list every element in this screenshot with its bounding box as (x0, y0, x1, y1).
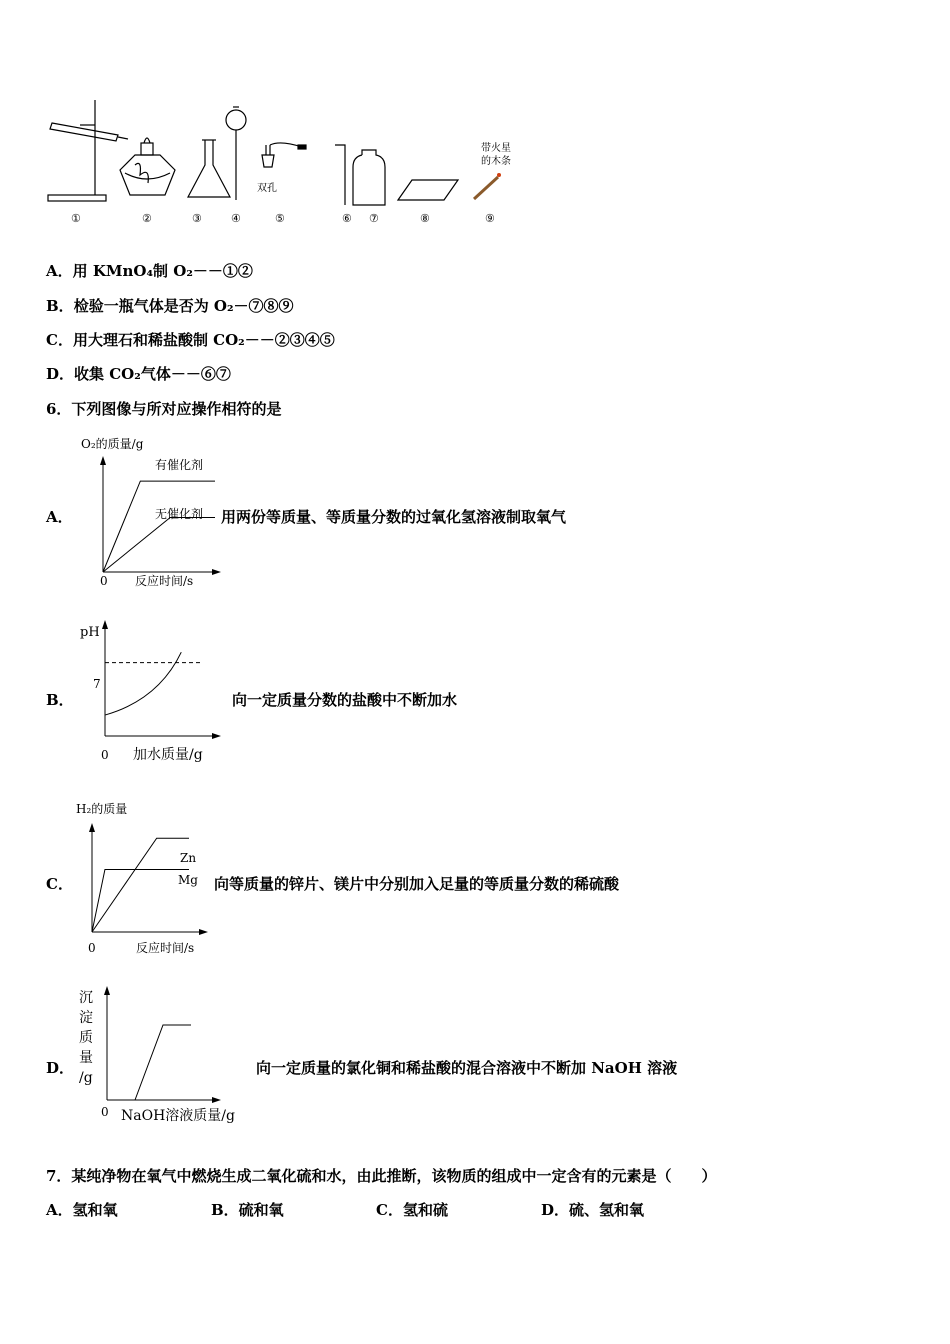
chart-a (75, 432, 225, 592)
q7-option-c: C．氢和硫 (376, 1201, 448, 1219)
gas-bottle-icon (353, 150, 385, 205)
chart-c-label-zn: Zn (180, 851, 197, 865)
iron-stand-icon (48, 100, 128, 201)
q7-option-d: D．硫、氢和氧 (541, 1201, 645, 1219)
q5-option-a (46, 260, 253, 281)
chart-d-ylabel-3: 质 (79, 1030, 93, 1046)
glass-plate-icon (398, 180, 458, 200)
q6-option-d-key: D． (46, 1059, 75, 1077)
splint-label-1: 带火星 (481, 143, 511, 154)
y-axis-arrow (89, 823, 95, 832)
chart-d-xlabel: NaOH溶液质量/g (121, 1108, 235, 1124)
option-text: 用大理石和稀盐酸制 CO₂－－②③④⑤ (72, 331, 335, 349)
series-line-pH (105, 652, 181, 715)
q6-option-c-text: 向等质量的锌片、镁片中分别加入足量的等质量分数的稀硫酸 (214, 875, 620, 893)
y-axis-arrow (102, 620, 108, 629)
q6-option-b-key: B． (46, 691, 74, 709)
chart-d-origin: 0 (101, 1105, 109, 1119)
chart-b-ref-label: 7 (93, 677, 101, 691)
chart-a-origin: 0 (100, 574, 108, 588)
chart-b-origin: 0 (101, 748, 109, 762)
chart-d-ylabel-2: 淀 (79, 1010, 93, 1026)
chart-d-ylabel-5: /g (79, 1070, 93, 1086)
q7-option-a: A．氢和氧 (46, 1201, 118, 1219)
q6-option-c-key: C． (46, 875, 73, 893)
splint-label-2: 的木条 (481, 156, 511, 167)
q6-stem: 6．下列图像与所对应操作相符的是 (46, 400, 282, 418)
option-key: A． (46, 262, 73, 280)
apparatus-label-6: ⑥ (342, 212, 352, 225)
chart-c (72, 797, 217, 962)
apparatus-label-3: ③ (192, 212, 202, 225)
q5-option-c (46, 329, 335, 350)
chart-c-ylabel: H₂的质量 (76, 802, 128, 816)
option-key: C． (46, 331, 73, 349)
chart-b-ylabel: pH (80, 625, 100, 640)
glowing-splint-icon (474, 173, 501, 199)
chart-c-xlabel: 反应时间/s (136, 941, 195, 955)
option-key: D． (46, 365, 75, 383)
series-line-无催化剂 (103, 517, 215, 572)
chart-b (75, 616, 225, 766)
apparatus-figure (40, 95, 540, 235)
apparatus-label-9: ⑨ (485, 212, 495, 225)
alcohol-lamp-icon (120, 138, 175, 195)
q5-option-b (46, 295, 294, 316)
x-axis-arrow (212, 1097, 221, 1103)
apparatus-label-8: ⑧ (420, 212, 430, 225)
x-axis-arrow (212, 733, 221, 739)
apparatus-label-7: ⑦ (369, 212, 379, 225)
q6-option-d-text: 向一定质量的氯化铜和稀盐酸的混合溶液中不断加 NaOH 溶液 (256, 1059, 678, 1077)
option-text: 检验一瓶气体是否为 O₂－⑦⑧⑨ (73, 297, 294, 315)
chart-c-origin: 0 (88, 941, 96, 955)
option-key: B． (46, 297, 74, 315)
series-line-Zn (92, 838, 189, 932)
q6-option-a-text: 用两份等质量、等质量分数的过氧化氢溶液制取氧气 (221, 508, 567, 526)
separatory-funnel-icon (226, 107, 246, 200)
x-axis-arrow (212, 569, 221, 575)
x-axis-arrow (199, 929, 208, 935)
chart-d-ylabel-4: 量 (79, 1050, 93, 1066)
chart-d (75, 980, 255, 1130)
apparatus-label-1: ① (71, 212, 81, 225)
series-line-Mg (92, 870, 189, 933)
chart-c-label-mg: Mg (178, 873, 198, 887)
q7-stem: 7．某纯净物在氧气中燃烧生成二氧化硫和水，由此推断，该物质的组成中一定含有的元素是（ ） (46, 1167, 717, 1185)
double-hole-label: 双孔 (257, 183, 277, 194)
apparatus-label-2: ② (142, 212, 152, 225)
apparatus-label-5: ⑤ (275, 212, 285, 225)
chart-d-ylabel-1: 沉 (79, 990, 93, 1006)
y-axis-arrow (104, 986, 110, 995)
apparatus-label-4: ④ (231, 212, 241, 225)
chart-a-label-no-catalyst: 无催化剂 (155, 507, 204, 521)
option-text: 用 KMnO₄制 O₂－－①② (72, 262, 253, 280)
chart-a-ylabel: O₂的质量/g (81, 437, 144, 451)
series-line-沉淀 (107, 1025, 191, 1100)
chart-a-xlabel: 反应时间/s (135, 574, 194, 588)
q6-option-a-key: A． (46, 508, 73, 526)
q5-option-d (46, 363, 231, 384)
q7-option-b: B．硫和氧 (211, 1201, 284, 1219)
option-text: 收集 CO₂气体－－⑥⑦ (74, 365, 231, 383)
chart-b-xlabel: 加水质量/g (133, 747, 203, 763)
conical-flask-icon (188, 140, 230, 197)
double-hole-stopper-icon (262, 143, 306, 167)
chart-a-label-catalyst: 有催化剂 (155, 458, 204, 472)
y-axis-arrow (100, 456, 106, 465)
q6-option-b-text: 向一定质量分数的盐酸中不断加水 (232, 691, 458, 709)
glass-tube-icon (335, 145, 345, 205)
